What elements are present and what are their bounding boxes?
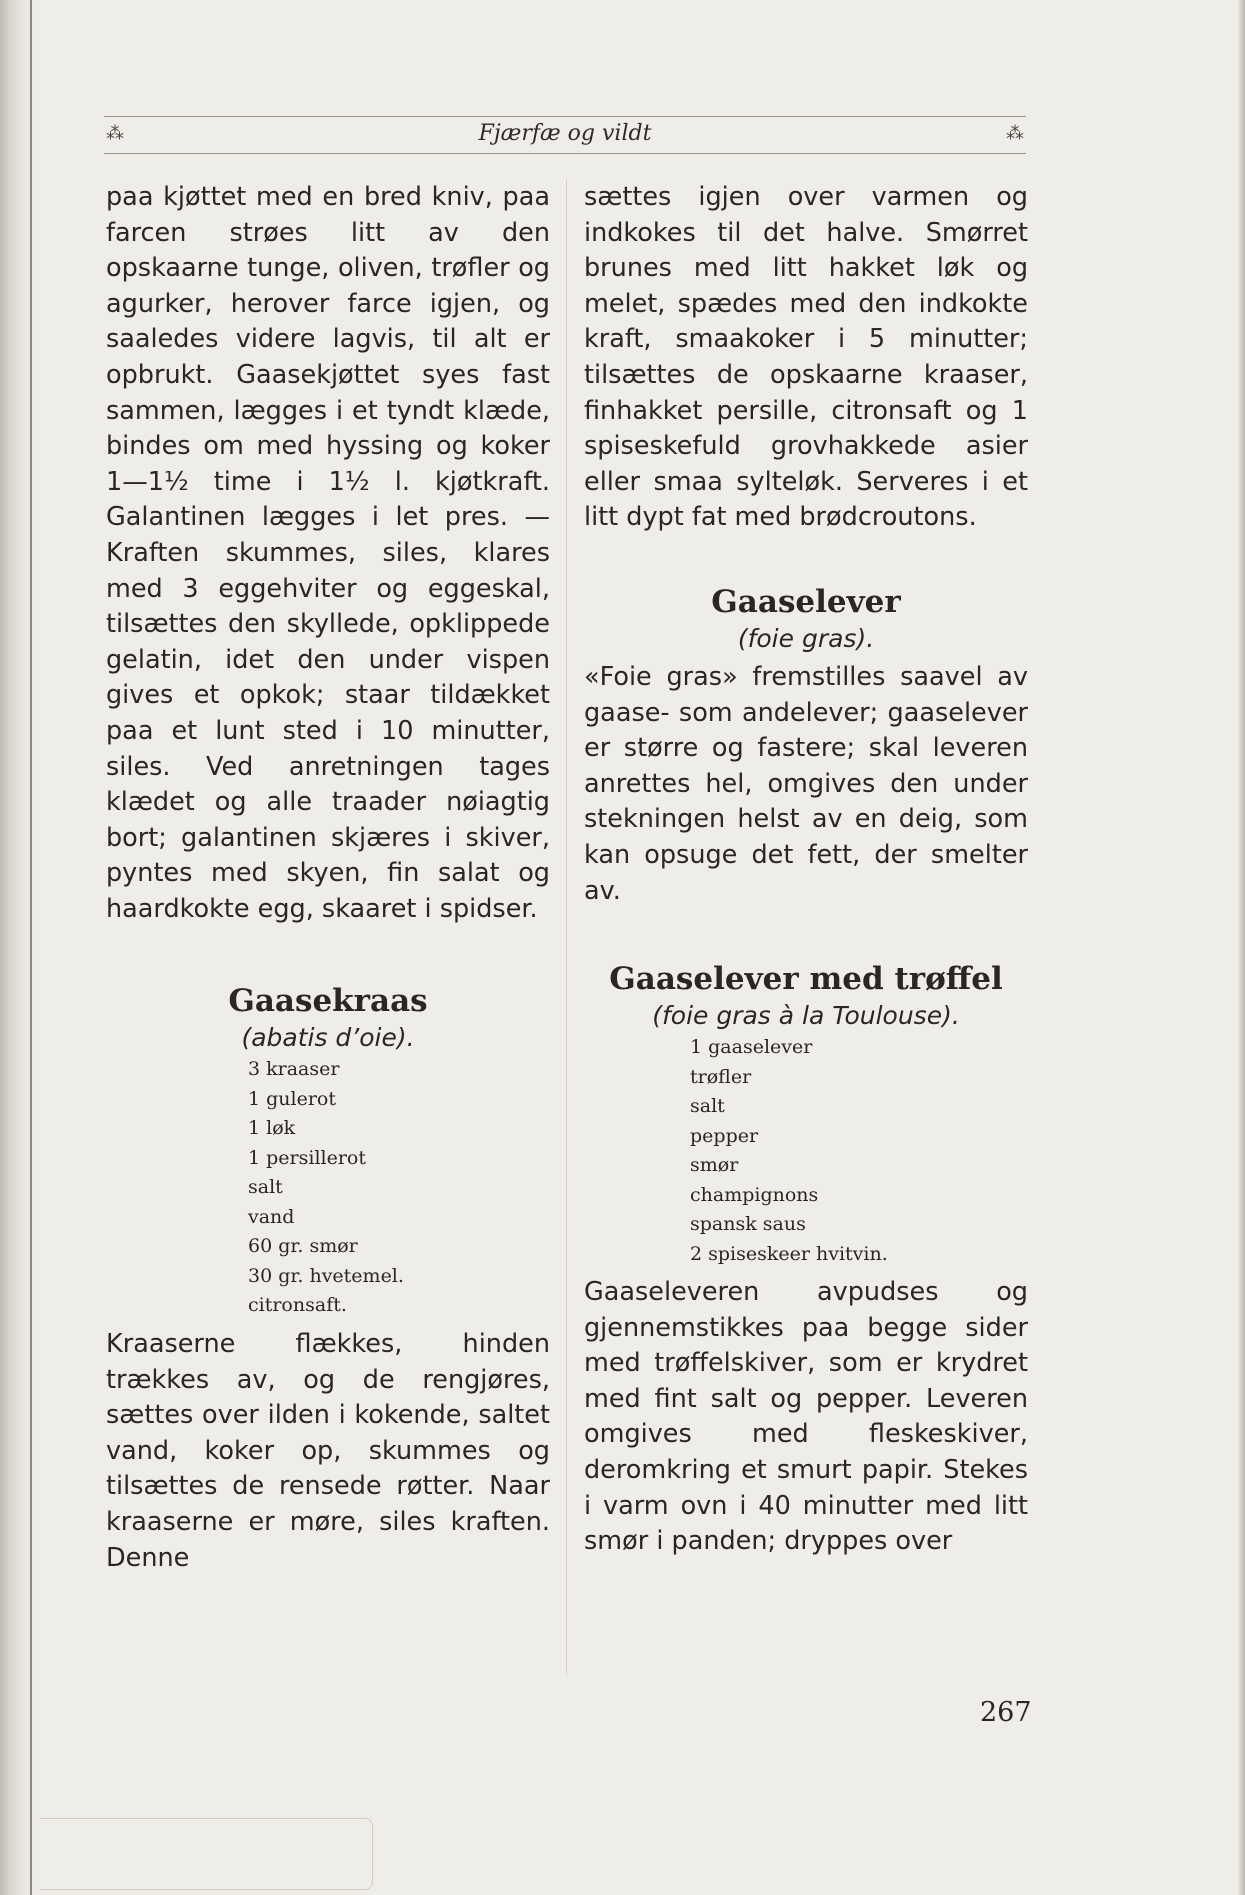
gaaselever-troffel-instructions: Gaaseleveren avpudses og gjennemstikkes paa begge sider med trøffelskiver, som er krydret med fint salt og pepper. Leveren omgives med fleskeskiver, deromkring et smurt papir. Stekes i varm ovn i 40 minutter med litt smør i panden; dryppes over bbox=[584, 1277, 1028, 1557]
ingredient-item: citronsaft. bbox=[248, 1294, 347, 1317]
recipe-subtitle-gaasekraas: (abatis d’oie). bbox=[241, 1023, 415, 1053]
ingredient-item: salt bbox=[690, 1095, 725, 1118]
ingredient-item: 30 gr. hvetemel. bbox=[248, 1264, 404, 1287]
ingredient-list-gaaselever-troffel bbox=[584, 1033, 1028, 1269]
ingredient-item: 1 persillerot bbox=[248, 1146, 366, 1169]
paper-tab-mark bbox=[40, 1818, 373, 1890]
ingredient-item: 1 gulerot bbox=[248, 1087, 337, 1110]
ingredient-item: 1 løk bbox=[248, 1117, 296, 1140]
ornament-right: ⁂ bbox=[1006, 123, 1024, 144]
left-column bbox=[106, 180, 550, 1576]
ingredient-item: vand bbox=[248, 1205, 295, 1228]
ingredient-list-gaasekraas bbox=[106, 1055, 550, 1321]
recipe-title-gaaselever: Gaaselever bbox=[711, 583, 901, 620]
ingredient-item: 1 gaaselever bbox=[690, 1036, 813, 1059]
running-header bbox=[104, 116, 1026, 154]
header-title: Fjærfæ og vildt bbox=[478, 121, 652, 146]
column-divider bbox=[566, 180, 567, 1675]
recipe-subtitle-gaaselever-troffel: (foie gras à la Toulouse). bbox=[652, 1001, 960, 1031]
galantine-continued-text: paa kjøttet med en bred kniv, paa farcen strøes litt av den opskaarne tunge, oliven, trøfler og agurker, herover farce igjen, og saaledes videre lagvis, til alt er opbrukt. Gaasekjøttet syes fast sammen, lægges i et tyndt klæde, bindes om med hyssing og koker 1—1½ time i 1½ l. kjøtkraft. Galantinen lægges i let pres. — Kraften skummes, siles, klares med 3 eggehviter og eggeskal, tilsættes den skyllede, opklippede gelatin, idet den under vispen gives et opkok; staar tildækket paa et lunt sted i 10 minutter, siles. Ved anretningen tages klædet og alle traader nøiagtig bort; galantinen skjæres i skiver, pyntes med skyen, fin salat og haardkokte egg, skaaret i spidser. bbox=[106, 182, 550, 924]
gaasekraas-instructions: Kraaserne flækkes, hinden trækkes av, og de rengjøres, sættes over ilden i kokende, saltet vand, koker op, skummes og tilsættes de rensede røtter. Naar kraaserne er møre, siles kraften. Denne bbox=[106, 1328, 550, 1573]
ingredient-item: 60 gr. smør bbox=[248, 1235, 358, 1258]
page-number: 267 bbox=[980, 1697, 1032, 1728]
gaaselever-text: «Foie gras» fremstilles saavel av gaase- som andelever; gaaselever er større og fastere; skal leveren anrettes hel, omgives den under stekningen helst av en deig, som kan opsuge det fett, der smelter av. bbox=[584, 661, 1028, 906]
gaasekraas-continued-text: sættes igjen over varmen og indkokes til det halve. Smørret brunes med litt hakket løk og melet, spædes med den indkokte kraft, smaakoker i 5 minutter; tilsættes de opskaarne kraaser, finhakket persille, citronsaft og 1 spiseskefuld grovhakkede asier eller smaa sylteløk. Serveres i et litt dypt fat med brødcroutons. bbox=[584, 182, 1028, 533]
page-edge-shadow bbox=[1237, 0, 1245, 1895]
binding-edge bbox=[30, 0, 32, 1895]
ingredient-item: spansk saus bbox=[690, 1213, 806, 1236]
ingredient-item: 2 spiseskeer hvitvin. bbox=[690, 1242, 888, 1265]
recipe-title-gaaselever-troffel: Gaaselever med trøffel bbox=[609, 961, 1003, 998]
ingredient-item: trøfler bbox=[690, 1065, 752, 1088]
ornament-left: ⁂ bbox=[106, 123, 124, 144]
page-spine bbox=[0, 0, 34, 1895]
ingredient-item: pepper bbox=[690, 1124, 759, 1147]
right-column bbox=[584, 180, 1028, 1560]
ingredient-item: smør bbox=[690, 1154, 739, 1177]
ingredient-item: salt bbox=[248, 1176, 283, 1199]
ingredient-item: champignons bbox=[690, 1183, 819, 1206]
recipe-title-gaasekraas: Gaasekraas bbox=[228, 983, 428, 1020]
recipe-subtitle-gaaselever: (foie gras). bbox=[737, 623, 875, 653]
ingredient-item: 3 kraaser bbox=[248, 1058, 340, 1081]
